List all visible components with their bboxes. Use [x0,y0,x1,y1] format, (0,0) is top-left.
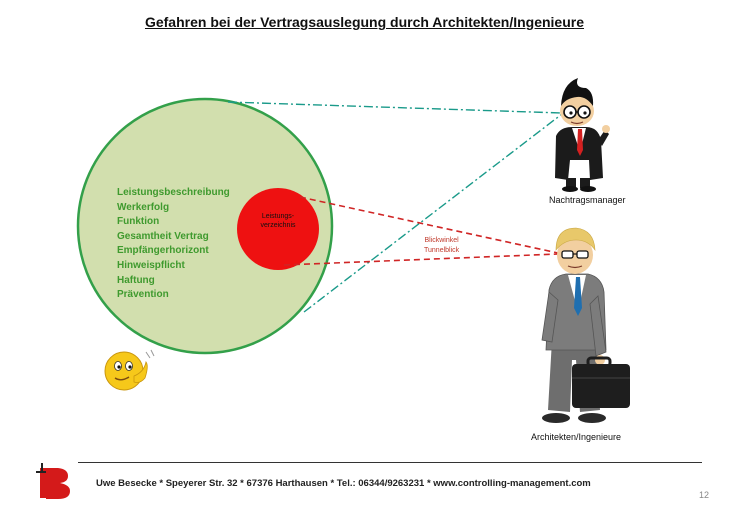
small-circle-label [241,212,315,230]
list-item: Haftung [117,274,155,286]
thinking-smiley-icon [105,350,154,390]
nachtragsmanager-caption: Nachtragsmanager [549,195,626,205]
slide-title: Gefahren bei der Vertragsauslegung durch Architekten/Ingenieure [144,14,585,30]
small-circle-line: Leistungs- [261,213,295,220]
b-logo-icon [36,463,70,499]
sight-line-bottom [304,114,562,312]
sight-line-top [228,102,562,113]
view-angle-line: Tunnelblick [424,247,460,254]
architect-figure-icon [542,228,630,423]
view-angle-line: Blickwinkel [424,237,459,244]
list-item: Gesamtheit Vertrag [117,230,209,242]
list-item: Hinweispflicht [117,259,185,271]
list-item: Werkerfolg [117,201,170,213]
big-circle-list [117,186,230,303]
architect-caption: Architekten/Ingenieure [531,432,622,442]
view-angle-label [424,236,459,256]
list-item: Leistungsbeschreibung [117,187,230,198]
page-number: 12 [698,490,709,500]
footer-address: Uwe Besecke * Speyerer Str. 32 * 67376 Harthausen * Tel.: 06344/9263231 * www.controlling-management.com [96,478,591,489]
small-circle-line: verzeichnis [260,222,296,229]
list-item: Empfängerhorizont [117,245,209,257]
footer-divider [78,462,702,463]
list-item: Prävention [117,289,169,301]
nachtragsmanager-figure-icon [555,78,610,192]
list-item: Funktion [117,216,160,228]
